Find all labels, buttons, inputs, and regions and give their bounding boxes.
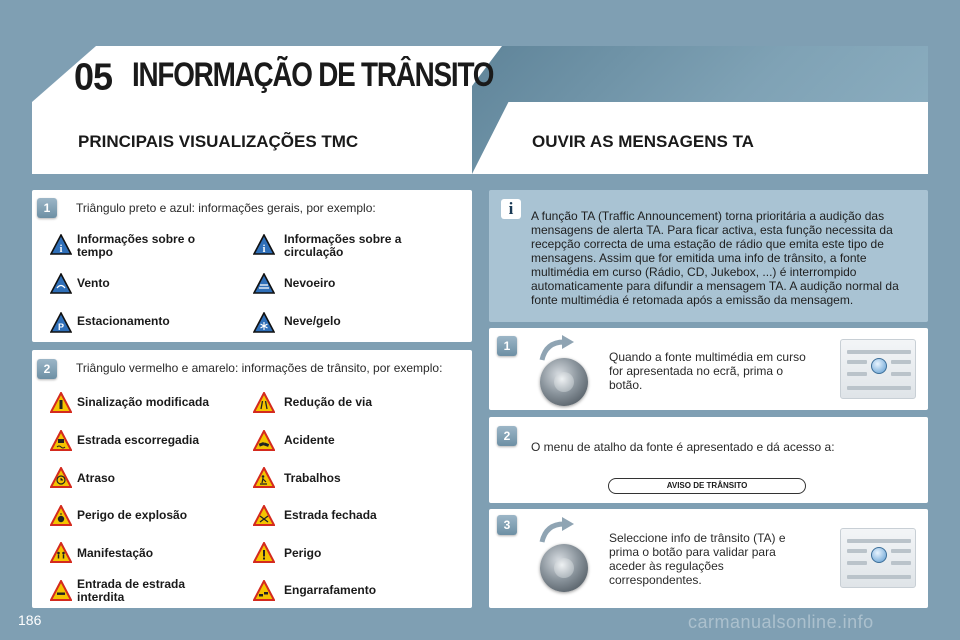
sign-label-road-closed: Estrada fechada — [284, 508, 377, 522]
info-icon: i — [501, 199, 521, 219]
svg-text:i: i — [59, 244, 63, 255]
step-badge-2: 2 — [497, 426, 517, 446]
step-2-text: O menu de atalho da fonte é apresentado e dá acesso a: — [531, 440, 835, 454]
parking-icon — [50, 312, 72, 334]
road-narrowing-icon — [253, 392, 275, 414]
sign-label-delay: Atraso — [77, 471, 116, 485]
svg-text:i: i — [262, 244, 266, 255]
traffic-jam-icon — [253, 580, 275, 602]
step-3-text: Seleccione info de trânsito (TA) e prima o botão para validar para aceder às regulações correspondentes. — [609, 531, 786, 587]
traffic-info-intro: Triângulo vermelho e amarelo: informações de trânsito, por exemplo: — [76, 361, 443, 375]
left-section-title: PRINCIPAIS VISUALIZAÇÕES TMC — [78, 132, 359, 151]
traffic-light-icon — [50, 392, 72, 414]
sign-label-traffic-jam: Engarrafamento — [284, 583, 377, 597]
page-number: 186 — [18, 612, 42, 628]
info-icon — [50, 234, 72, 256]
header-decorative-band — [472, 46, 928, 174]
radio-unit-icon — [840, 339, 916, 399]
sign-label-danger: Perigo — [284, 546, 322, 560]
sign-label-roadworks: Trabalhos — [284, 471, 341, 485]
sign-label-modified-signals: Sinalização modificada — [77, 395, 210, 409]
explosion-icon — [50, 505, 72, 527]
chapter-header — [32, 46, 928, 174]
ta-info-text: A função TA (Traffic Announcement) torna prioritária a audição das mensagens de alerta TA. Para ficar activa, esta função necessita da recepção correcta de uma estação de rádio que emita este tipo de mensagens. Assim que for emitida uma info de trânsito, a fonte multimédia em curso (Rádio, CD, Jukebox, ...) é interrompido automaticamente para difundir a mensagem TA. A audição normal da fonte multimédia é retomada após a emissão da mensagem. — [531, 209, 899, 307]
step-badge-1: 1 — [37, 198, 57, 218]
control-knob-icon — [540, 544, 588, 592]
sign-label-traffic-info: Informações sobre a circulação — [284, 232, 402, 259]
no-entry-icon — [50, 580, 72, 602]
roadworks-icon — [253, 467, 275, 489]
sign-label-snow-ice: Neve/gelo — [284, 314, 341, 328]
snow-icon — [253, 312, 275, 334]
control-knob-icon — [540, 358, 588, 406]
step-1-text: Quando a fonte multimédia em curso for apresentada no ecrã, prima o botão. — [609, 350, 806, 392]
wind-icon — [50, 273, 72, 295]
sign-label-slippery-road: Estrada escorregadia — [77, 433, 200, 447]
step-badge-2: 2 — [37, 359, 57, 379]
step-badge-1: 1 — [497, 336, 517, 356]
right-section-title: OUVIR AS MENSAGENS TA — [532, 132, 754, 151]
sign-label-explosion-danger: Perigo de explosão — [77, 508, 188, 522]
sign-label-no-entry: Entrada de estrada interdita — [77, 577, 186, 604]
svg-text:P: P — [57, 322, 65, 332]
chapter-title: INFORMAÇÃO DE TRÂNSITO — [132, 56, 494, 94]
rotate-arrow-icon — [536, 516, 576, 546]
road-closed-icon — [253, 505, 275, 527]
radio-unit-icon — [840, 528, 916, 588]
sign-label-weather-info: Informações sobre o tempo — [77, 232, 196, 259]
fog-icon — [253, 273, 275, 295]
sign-label-demonstration: Manifestação — [77, 546, 154, 560]
danger-icon — [253, 542, 275, 564]
sign-label-fog: Nevoeiro — [284, 276, 336, 290]
watermark: carmanualsonline.info — [688, 612, 874, 632]
chapter-number: 05 — [74, 54, 113, 98]
sign-label-lane-reduction: Redução de via — [284, 395, 373, 409]
sign-label-wind: Vento — [77, 276, 110, 290]
sign-label-parking: Estacionamento — [77, 314, 170, 328]
slippery-road-icon — [50, 430, 72, 452]
general-info-intro: Triângulo preto e azul: informações gerais, por exemplo: — [76, 201, 376, 215]
sign-label-accident: Acidente — [284, 433, 335, 447]
delay-icon — [50, 467, 72, 489]
info-icon — [253, 234, 275, 256]
accident-icon — [253, 430, 275, 452]
menu-item-traffic-alert[interactable]: AVISO DE TRÂNSITO — [608, 478, 806, 494]
step-badge-3: 3 — [497, 515, 517, 535]
demonstration-icon — [50, 542, 72, 564]
